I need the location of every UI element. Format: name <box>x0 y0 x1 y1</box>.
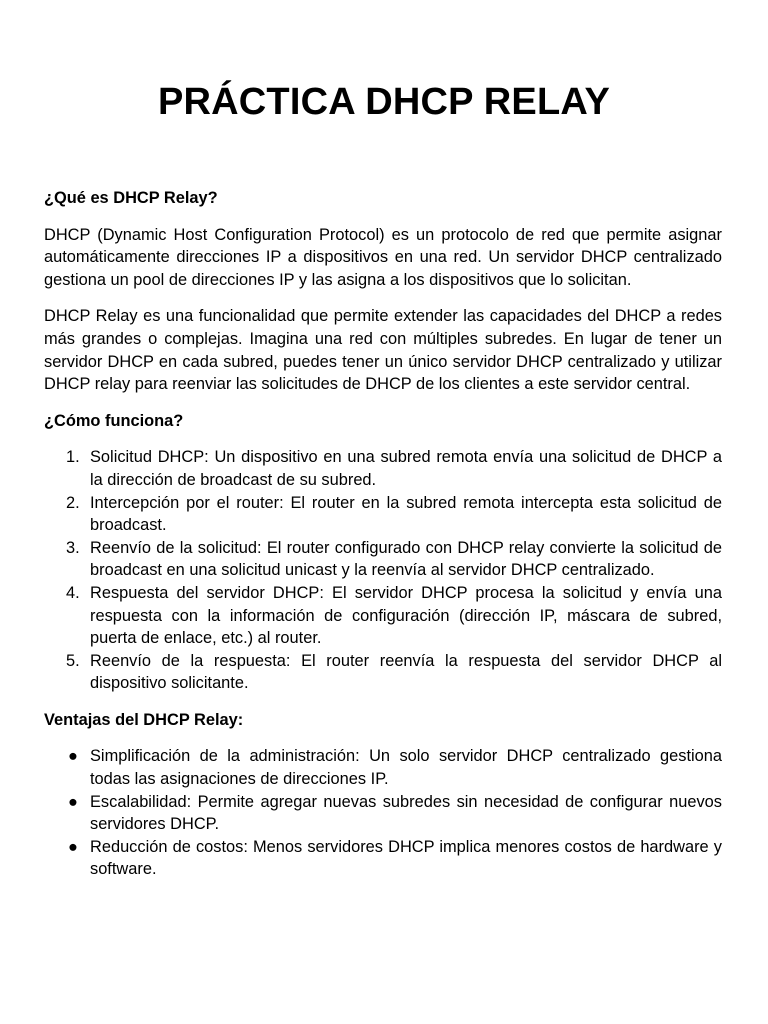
list-item <box>44 836 722 881</box>
bullet-icon: ● <box>68 837 78 856</box>
list-item-text: Respuesta del servidor DHCP: El servidor DHCP procesa la solicitud y envía una respuesta con la información de configuración (dirección IP, máscara de subred, puerta de enlace, etc.) al router. <box>90 583 722 648</box>
list-item-text: Solicitud DHCP: Un dispositivo en una subred remota envía una solicitud de DHCP a la dirección de broadcast de su subred. <box>90 448 722 489</box>
bullet-icon: ● <box>68 747 78 766</box>
section-heading-advantages: Ventajas del DHCP Relay: <box>44 710 244 729</box>
list-item-text: Reenvío de la respuesta: El router reenvía la respuesta del servidor DHCP al dispositivo solicitante. <box>90 651 722 693</box>
list-number: 4. <box>66 583 80 602</box>
list-number: 5. <box>66 651 80 670</box>
list-number: 3. <box>66 538 80 557</box>
section-heading-how-it-works: ¿Cómo funciona? <box>44 411 184 430</box>
list-item-text: Escalabilidad: Permite agregar nuevas subredes sin necesidad de configurar nuevos servidores DHCP. <box>90 792 722 834</box>
list-item <box>44 745 722 790</box>
list-item <box>44 492 722 537</box>
paragraph-dhcp-definition: DHCP (Dynamic Host Configuration Protocol) es un protocolo de red que permite asignar automáticamente direcciones IP a dispositivos en una red. Un servidor DHCP centralizado gestiona un pool de direcciones IP y las asigna a los dispositivos que lo solicitan. <box>44 225 722 289</box>
list-item-text: Reducción de costos: Menos servidores DHCP implica menores costos de hardware y software. <box>90 837 722 879</box>
document-body <box>44 187 722 895</box>
document-title: PRÁCTICA DHCP RELAY <box>157 81 611 123</box>
list-item-text: Intercepción por el router: El router en la subred remota intercepta esta solicitud de broadcast. <box>90 493 722 535</box>
list-item-text: Reenvío de la solicitud: El router configurado con DHCP relay convierte la solicitud de broadcast en una solicitud unicast y la reenvía al servidor DHCP centralizado. <box>90 538 722 580</box>
list-item <box>44 446 722 491</box>
paragraph-dhcp-relay-definition: DHCP Relay es una funcionalidad que permite extender las capacidades del DHCP a redes más grandes o complejas. Imagina una red con múltiples subredes. En lugar de tener un servidor DHCP en cada subred, puedes tener un único servidor DHCP centralizado y utilizar DHCP relay para reenviar las solicitudes de DHCP de los clientes a este servidor central. <box>44 307 722 394</box>
list-item-text: Simplificación de la administración: Un solo servidor DHCP centralizado gestiona todas las asignaciones de direcciones IP. <box>90 747 722 789</box>
list-item <box>44 537 722 582</box>
advantages-list <box>44 745 722 881</box>
list-item <box>44 791 722 836</box>
steps-list <box>44 446 722 695</box>
list-number: 1. <box>66 448 80 467</box>
section-heading-what-is: ¿Qué es DHCP Relay? <box>44 189 218 207</box>
list-item <box>44 582 722 650</box>
list-item <box>44 650 722 695</box>
bullet-icon: ● <box>68 792 78 811</box>
list-number: 2. <box>66 493 80 512</box>
